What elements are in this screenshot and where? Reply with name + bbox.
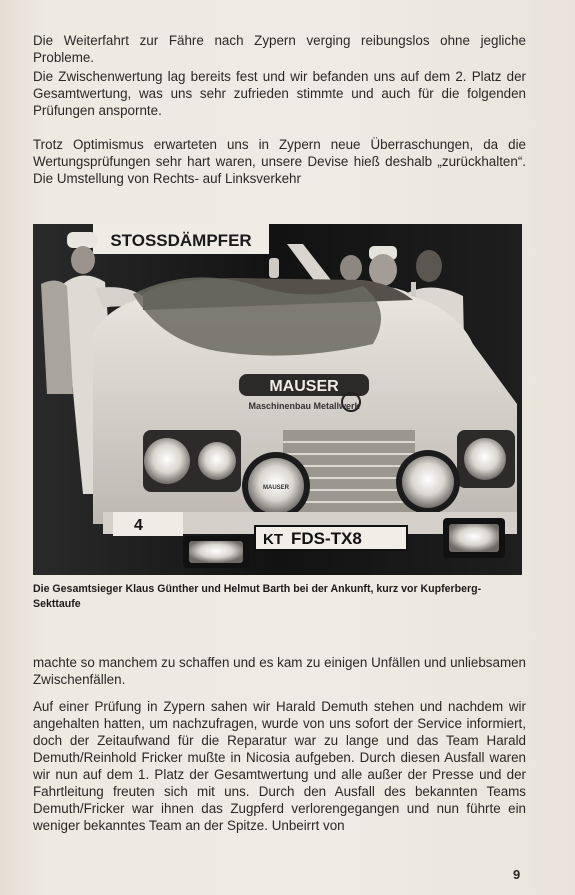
- photo-caption: Die Gesamtsieger Klaus Günther und Helmut Barth bei der Ankunft, kurz vor Kupferberg-Sekttaufe: [33, 583, 482, 610]
- banner-text: STOSSDÄMPFER: [110, 231, 252, 250]
- hood-subtext: Maschinenbau Metallwerk: [248, 401, 360, 411]
- photo-illustration: [33, 224, 522, 575]
- paragraph-demuth: Auf einer Prüfung in Zypern sahen wir Harald Demuth stehen und nachdem wir angehalten hatten, um nachzufragen, wurde von uns sofort der Service informiert, doch der Zeitaufwand für die Reparatur war zu lange und das Team Harald Demuth/Reinhold Fricker mußte in Nicosia aufgeben. Durch diesen Ausfall waren wir nun auf dem 1. Platz der Gesamtwertung und alle außer der Presse und der Fahrtleitung freuten sich mit uns. Durch den Ausfall des bekannten Teams Demuth/Fricker war ihnen das Zugpferd verlorengegangen und nun führte ein weniger bekanntes Team an der Spitze. Unbeirrt von: [33, 699, 526, 833]
- plate-text: FDS-TX8: [291, 529, 362, 548]
- paragraph-interim-standings: Die Zwischenwertung lag bereits fest und wir befanden uns auf dem 2. Platz der Gesamtwertung, was uns sehr zufrieden stimmte und auch für die folgenden Prüfungen anspornte.: [33, 69, 526, 118]
- rally-car-photo: [33, 224, 522, 575]
- paragraph-ferry: Die Weiterfahrt zur Fähre nach Zypern verging reibungslos ohne jegliche Probleme.: [33, 33, 526, 65]
- spot-lamp-badge: MAUSER: [262, 485, 290, 491]
- page-number: 9: [513, 867, 521, 882]
- paragraph-cyprus: Trotz Optimismus erwarteten uns in Zypern neue Überraschungen, da die Wertungsprüfungen sehr hart waren, unsere Devise hieß deshalb „zurückhalten“. Die Umstellung von Rechts- auf Linksverkehr: [33, 137, 526, 186]
- paragraph-traffic: machte so manchem zu schaffen und es kam zu einigen Unfällen und unliebsamen Zwischenfällen.: [33, 655, 526, 687]
- door-number: 4: [134, 517, 143, 534]
- plate-prefix: KT: [263, 531, 283, 548]
- hood-logo: MAUSER: [269, 378, 339, 395]
